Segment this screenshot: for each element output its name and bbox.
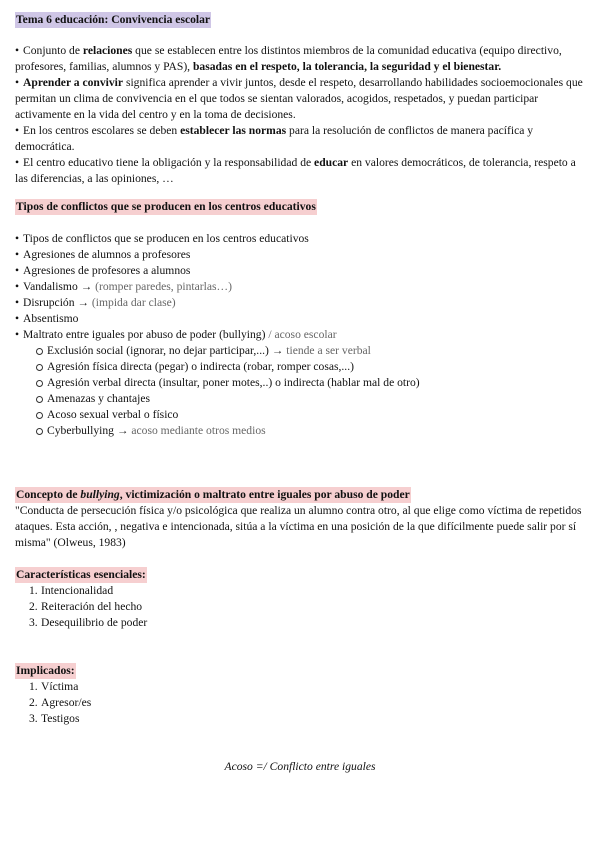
item-text: Vandalismo → — [23, 280, 96, 293]
title-italic: bullying — [80, 488, 120, 501]
item-text: Agresión física directa (pegar) o indirecta (robar, romper cosas,...) — [47, 360, 354, 373]
title-part: Concepto de — [16, 488, 81, 501]
list-item: 1. Víctima — [29, 680, 79, 693]
section-title-caracteristicas: Características esenciales: — [16, 568, 146, 581]
text: Conjunto de — [23, 44, 83, 57]
item-text: Tipos de conflictos que se producen en los centros educativos — [23, 232, 309, 245]
text: significa aprender a vivir juntos, desde el respeto, desarrollando habilidades socioemocionales que permitan un clima de convivencia en el que todos se sientan valorados, acogidos, respetados, y puedan participar activamente en la vida del centro y en la toma de decisiones. — [15, 76, 583, 121]
sublist-item — [37, 359, 585, 375]
item-text: Agresiones de alumnos a profesores — [23, 248, 191, 261]
item-text: Intencionalidad — [41, 584, 114, 597]
section-title-bullying — [15, 487, 411, 503]
text: en valores democráticos, de tolerancia, respeto a las diferencias, a las opiniones, … — [15, 156, 576, 185]
list-item: 3. Desequilibrio de poder — [29, 616, 148, 629]
item-text: Agresión verbal directa (insultar, poner motes,..) o indirecta (hablar mal de otro) — [47, 376, 420, 389]
bold-text: relaciones — [82, 44, 133, 57]
sublist-item — [37, 375, 585, 391]
list-item — [15, 279, 585, 295]
bold-text: establecer las normas — [180, 124, 287, 137]
item-note: tiende a ser verbal — [286, 344, 371, 357]
implicados-list — [15, 679, 585, 727]
conflict-list — [15, 231, 585, 439]
item-text: Maltrato entre iguales por abuso de poder (bullying) — [23, 328, 269, 341]
item-note: acoso mediante otros medios — [131, 424, 266, 437]
list-item: 2. Reiteración del hecho — [29, 600, 143, 613]
item-text: Agresiones de profesores a alumnos — [23, 264, 191, 277]
item-text: Agresor/es — [41, 696, 92, 709]
text: para la resolución de conflictos de manera pacífica y democrática. — [15, 124, 534, 153]
sublist-item — [37, 391, 585, 407]
section-title-convivencia: Tema 6 educación: Convivencia escolar — [16, 13, 211, 26]
item-text: Testigos — [41, 712, 80, 725]
item-text: Amenazas y chantajes — [47, 392, 151, 405]
paragraph-aprender-convivir — [15, 75, 585, 123]
list-item: 2. Agresor/es — [29, 696, 92, 709]
item-text: Víctima — [41, 680, 79, 693]
footer-note: Acoso =/ Conflicto entre iguales — [224, 760, 376, 773]
section-title-conflictos: Tipos de conflictos que se producen en los centros educativos — [16, 200, 316, 213]
list-item: 3. Testigos — [29, 712, 80, 725]
title-part: , victimización o maltrato entre iguales por abuso de poder — [119, 488, 410, 501]
text: que se establecen entre los distintos miembros de la comunidad educativa (equipo directivo, profesores, familias, alumnos y PAS), — [15, 44, 562, 73]
item-note: (romper paredes, pintarlas…) — [95, 280, 232, 293]
list-item — [15, 295, 585, 311]
sublist-item — [37, 407, 585, 423]
item-text: Disrupción → — [23, 296, 92, 309]
text: En los centros escolares se deben — [23, 124, 181, 137]
bold-text: basadas en el respeto, la tolerancia, la seguridad y el bienestar. — [192, 60, 502, 73]
olweus-quote: "Conducta de persecución física y/o psicológica que realiza un alumno contra otro, al que elige como víctima de repetidos ataques. Esta acción, , negativa e intencionada, sitúa a la víctima en una posición de la que difícilmente puede salir por sí misma" (Olweus, 1983) — [15, 504, 582, 549]
item-text: Desequilibrio de poder — [41, 616, 148, 629]
item-text: Reiteración del hecho — [41, 600, 143, 613]
list-item: 1. Intencionalidad — [29, 584, 114, 597]
text: El centro educativo tiene la obligación y la responsabilidad de — [23, 156, 315, 169]
sublist-item — [37, 423, 585, 439]
list-item — [15, 311, 585, 327]
paragraph-relaciones — [15, 43, 585, 75]
sublist-item — [37, 343, 585, 359]
list-item — [15, 247, 585, 263]
item-text: Acoso sexual verbal o físico — [47, 408, 179, 421]
bold-text: Aprender a convivir — [23, 76, 124, 89]
item-note: / acoso escolar — [268, 328, 337, 341]
item-text: Exclusión social (ignorar, no dejar participar,...) → — [47, 344, 287, 357]
list-item — [15, 263, 585, 279]
section-title-implicados: Implicados: — [16, 664, 75, 677]
bold-text: educar — [314, 156, 349, 169]
list-item — [15, 231, 585, 247]
paragraph-normas — [15, 123, 585, 155]
paragraph-educar — [15, 155, 585, 187]
item-note: (impida dar clase) — [91, 296, 176, 309]
list-item — [15, 327, 585, 343]
item-text: Absentismo — [23, 312, 79, 325]
item-text: Cyberbullying → — [47, 424, 132, 437]
caracteristicas-list — [15, 583, 585, 631]
bullying-sublist — [15, 343, 585, 439]
